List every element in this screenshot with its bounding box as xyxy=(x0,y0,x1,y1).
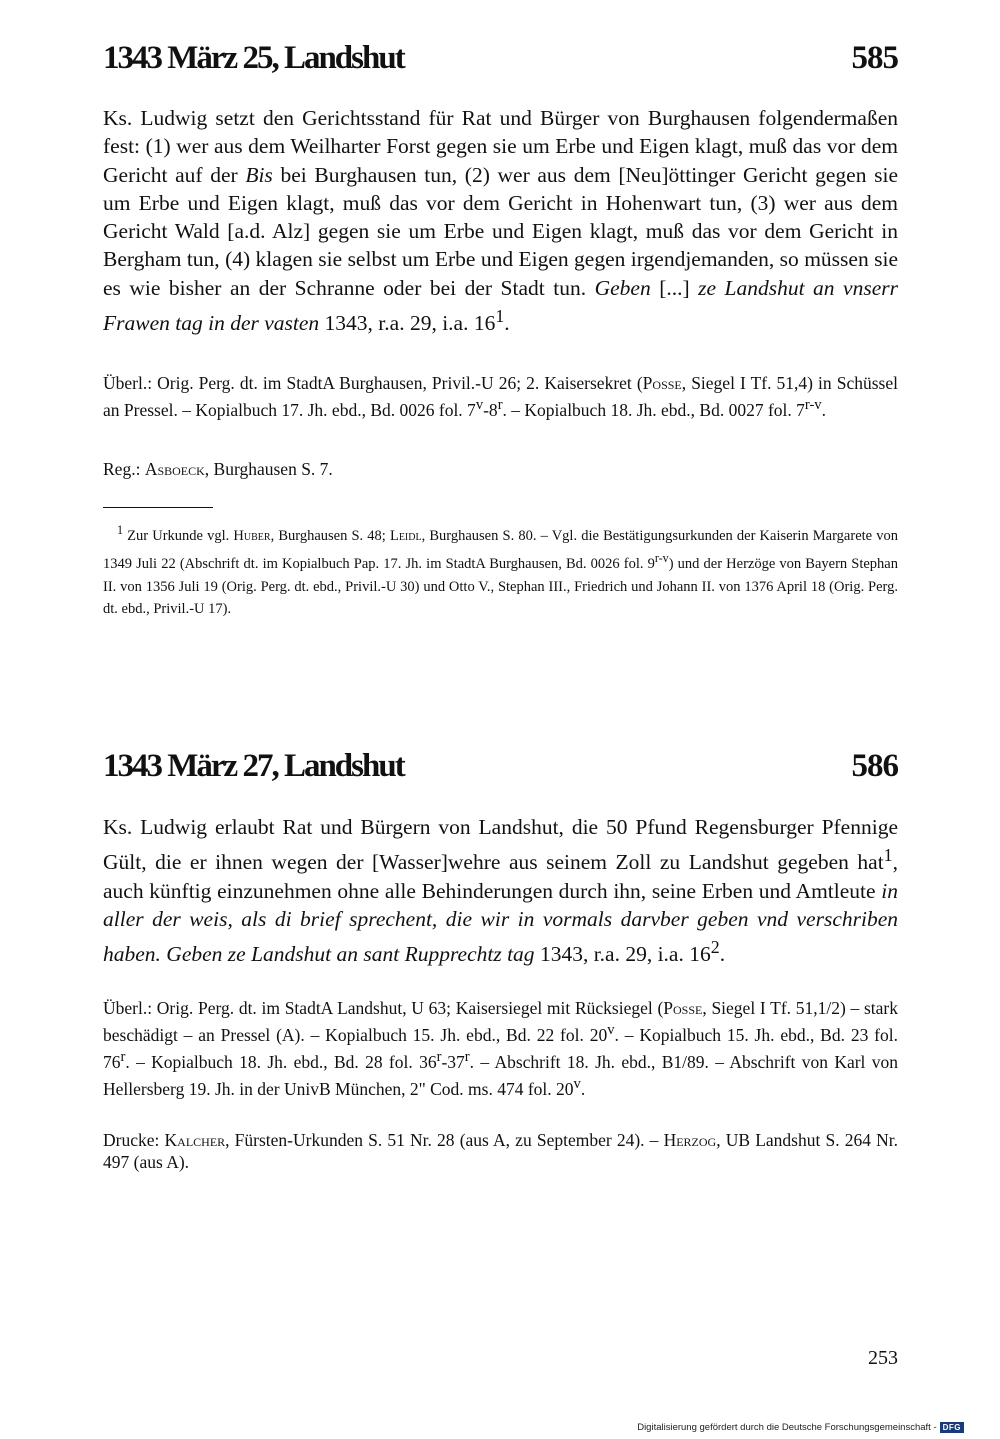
summary-quote: in aller der weis, als di brief sprechent, die wir in vormals darvber geben vnd verschriben haben. Geben ze Landshut an sant Rupprechtz tag xyxy=(103,878,898,967)
page-number: 253 xyxy=(868,1347,898,1369)
footnote-marker: 2 xyxy=(710,937,720,958)
folio-side: v xyxy=(573,1075,581,1092)
note-text: , Siegel I Tf. 51,4) in Schüssel an Pressel. – Kopialbuch 17. Jh. ebd., Bd. 0026 fol. 7 xyxy=(103,373,898,420)
footnote-marker: 1 xyxy=(883,845,893,866)
entry-date-place: 1343 März 25, Landshut xyxy=(103,40,404,76)
note-text: . xyxy=(821,399,826,420)
note-text: . xyxy=(580,1078,586,1099)
folio-side: r xyxy=(120,1048,126,1065)
author-name: Kalcher xyxy=(164,1130,226,1150)
print-editions-note xyxy=(103,1129,898,1173)
regest-note xyxy=(103,458,898,480)
summary-quote: ze Landshut an vnserr Frawen tag in der vasten xyxy=(103,275,898,336)
dfg-logo-icon: DFG xyxy=(940,1422,964,1433)
footnote-text: , Burghausen S. 80. – Vgl. die Bestätigungsurkunden der Kaiserin Margarete von 1349 Juli 22 (Abschrift dt. im Kopialbuch Pap. 17. Jh. im StadtA Burghausen, Bd. 0026 fol. 9 xyxy=(103,527,898,573)
transmission-note xyxy=(103,372,898,421)
note-text: Reg.: xyxy=(103,459,145,479)
note-text: . – Kopialbuch 18. Jh. ebd., Bd. 0027 fol. 7 xyxy=(502,399,805,420)
summary-quote: Bis xyxy=(245,162,273,187)
note-text: , Siegel I Tf. 51,1/2) – stark beschädigt – an Pressel (A). – Kopialbuch 15. Jh. ebd., Bd. 22 fol. 20 xyxy=(103,998,898,1045)
transmission-note xyxy=(103,997,898,1099)
folio-side: r-v xyxy=(804,397,822,413)
footnote-marker: 1 xyxy=(495,306,505,327)
note-text: . – Kopialbuch 15. Jh. ebd., Bd. 23 fol. 76 xyxy=(103,1024,898,1072)
entry-summary xyxy=(103,104,898,338)
author-name: Asboeck xyxy=(144,459,205,479)
note-text: -8 xyxy=(483,399,498,420)
author-name: Posse xyxy=(642,373,682,393)
summary-text: [...] xyxy=(650,275,699,300)
note-text: , Burghausen S. 7. xyxy=(204,459,333,479)
digitization-credit xyxy=(637,1422,964,1433)
summary-text: Ks. Ludwig erlaubt Rat und Bürgern von Landshut, die 50 Pfund Regensburger Pfennige Gült, die er ihnen wegen der [Wasser]wehre aus seinem Zoll zu Landshut gegeben hat xyxy=(103,815,898,875)
folio-side: v xyxy=(475,397,484,413)
entry-number: 586 xyxy=(851,748,898,784)
footnote-divider xyxy=(103,507,213,508)
note-text: . – Abschrift 18. Jh. ebd., B1/89. – Abschrift von Karl von Hellersberg 19. Jh. in der UnivB München, 2" Cod. ms. 474 fol. 20 xyxy=(103,1051,899,1099)
summary-text: Ks. Ludwig setzt den Gerichtsstand für Rat und Bürger von Burghausen folgendermaßen fest: (1) wer aus dem Weilharter Forst gegen sie um Erbe und Eigen klagt, muß das vor dem Gericht auf der xyxy=(103,106,898,187)
footnote-text: , Burghausen S. 48; xyxy=(270,527,390,544)
author-name: Herzog xyxy=(663,1130,717,1150)
folio-side: v xyxy=(607,1022,615,1038)
note-text: Drucke: xyxy=(103,1130,165,1150)
entry-summary xyxy=(103,813,898,969)
footnote-marker: 1 xyxy=(117,523,124,537)
author-name: Posse xyxy=(663,998,703,1018)
entry-heading xyxy=(103,748,898,785)
entry-date-place: 1343 März 27, Landshut xyxy=(103,748,404,784)
folio-side: r xyxy=(464,1048,470,1065)
note-text: , UB Landshut S. 264 Nr. 497 (aus A). xyxy=(103,1130,898,1172)
footnote-text: Zur Urkunde vgl. xyxy=(123,527,234,544)
summary-quote: Geben xyxy=(594,275,651,300)
folio-side: r xyxy=(497,397,503,413)
note-text: , Fürsten-Urkunden S. 51 Nr. 28 (aus A, zu September 24). – xyxy=(225,1130,664,1150)
footnote xyxy=(103,519,898,621)
note-text: . – Kopialbuch 18. Jh. ebd., Bd. 28 fol. 36 xyxy=(125,1051,437,1072)
summary-text: 1343, r.a. 29, i.a. 16 xyxy=(534,942,711,967)
note-text: Überl.: Orig. Perg. dt. im StadtA Landshut, U 63; Kaisersiegel mit Rücksiegel ( xyxy=(103,998,664,1018)
author-name: Huber xyxy=(233,527,271,544)
entry-heading xyxy=(103,40,898,77)
note-text: Überl.: Orig. Perg. dt. im StadtA Burghausen, Privil.-U 26; 2. Kaisersekret ( xyxy=(103,373,643,393)
footnote-text: ) und der Herzöge von Bayern Stephan II. von 1356 Juli 19 (Orig. Perg. dt. ebd., Privil.-U 30) und Otto V., Stephan III., Friedrich und Johann II. von 1376 April 18 (Orig. Perg. dt. ebd., Privil.-U 17). xyxy=(103,556,898,618)
folio-side: r-v xyxy=(654,551,669,566)
credit-text: Digitalisierung gefördert durch die Deutsche Forschungsgemeinschaft - xyxy=(637,1422,937,1433)
summary-text: 1343, r.a. 29, i.a. 16 xyxy=(319,311,496,336)
summary-text: , auch künftig einzunehmen ohne alle Behinderungen durch ihn, seine Erben und Amtleute xyxy=(103,850,898,903)
author-name: Leidl xyxy=(389,527,422,544)
summary-text: . xyxy=(504,311,510,336)
summary-text: . xyxy=(719,942,726,967)
summary-text: bei Burghausen tun, (2) wer aus dem [Neu]öttinger Gericht gegen sie um Erbe und Eigen klagt, muß das vor dem Gericht in Hohenwart tun, (3) wer aus dem Gericht Wald [a.d. Alz] gegen sie um Erbe und Eigen klagt, muß das vor dem Gericht in Bergham tun, (4) klagen sie selbst um Erbe und Eigen gegen irgendjemanden, so müssen sie es wie bisher an der Schranne oder bei der Stadt tun. xyxy=(103,162,898,300)
note-text: -37 xyxy=(441,1051,465,1072)
folio-side: r xyxy=(436,1048,442,1065)
entry-number: 585 xyxy=(851,40,898,76)
